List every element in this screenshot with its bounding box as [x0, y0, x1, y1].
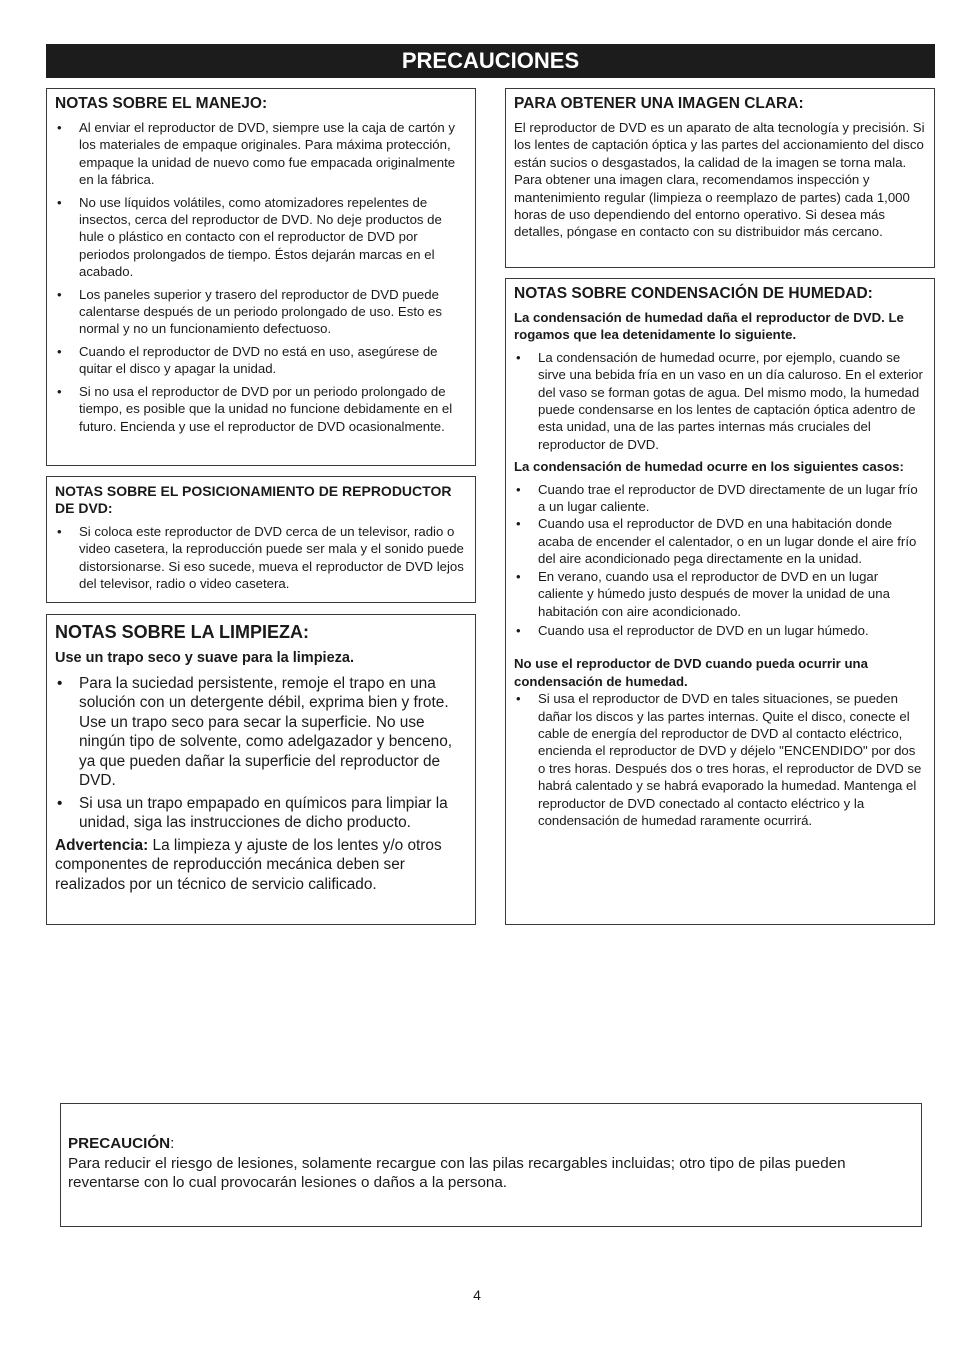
condensation-list-2 — [514, 481, 926, 640]
page-title: PRECAUCIONES — [46, 44, 935, 78]
cleaning-warning — [55, 836, 467, 895]
condensation-list-3 — [514, 690, 926, 829]
list-item: • Si coloca este reproductor de DVD cerca de un televisor, radio o video casetera, la reproducción puede ser mala y el sonido puede distorsionarse. Si eso sucede, mueva el reproductor de DVD lejos del televisor, radio o video casetera. — [55, 523, 467, 593]
condensation-dont-heading: No use el reproductor de DVD cuando pueda ocurrir una condensación de humedad. — [514, 656, 868, 689]
condensation-list-1 — [514, 349, 926, 453]
list-item: • Para la suciedad persistente, remoje el trapo en una solución con un detergente débil, exprima bien y frote. Use un trapo seco para secar la superficie. No use ningún tipo de solvente, como adelgazador y benceno, ya que pueden dañar la superficie del reproductor de DVD. — [55, 674, 467, 791]
clear-image-heading: PARA OBTENER UNA IMAGEN CLARA: — [514, 95, 804, 112]
list-item: • Cuando usa el reproductor de DVD en un lugar húmedo. — [514, 622, 926, 639]
condensation-heading: NOTAS SOBRE CONDENSACIÓN DE HUMEDAD: — [514, 285, 873, 302]
positioning-notes-box — [46, 476, 476, 603]
list-item: • La condensación de humedad ocurre, por ejemplo, cuando se sirve una bebida fría en un vaso en un día caluroso. En el exterior del vaso se forman gotas de agua. Del mismo modo, la humedad puede condensarse en los lentes de captación óptica adentro de esta unidad, una de las partes internas más cruciales del reproductor de DVD. — [514, 349, 926, 453]
list-item: • Si usa un trapo empapado en químicos para limpiar la unidad, siga las instrucciones de dicho producto. — [55, 794, 467, 833]
list-item: • No use líquidos volátiles, como atomizadores repelentes de insectos, cerca del reproductor de DVD. No deje productos de hule o plástico en contacto con el reproductor de DVD por periodos prolongados de tiempo. Éstos dejarán marcas en el acabado. — [55, 194, 467, 281]
list-item: • Si usa el reproductor de DVD en tales situaciones, se pueden dañar los discos y las partes internas. Quite el disco, conecte el cable de energía del reproductor de DVD al contacto eléctrico, encienda el reproductor de DVD y déjelo "ENCENDIDO" por dos o tres horas. Después dos o tres horas, el reproductor de DVD se habrá calentado y se habrá evaporado la humedad. Mantenga el reproductor de DVD conectado al contacto eléctrico y la condensación de humedad raramente ocurrirá. — [514, 690, 926, 829]
warning-label: Advertencia: — [55, 836, 149, 854]
positioning-heading: NOTAS SOBRE EL POSICIONAMIENTO DE REPRODUCTOR DE DVD: — [55, 483, 452, 516]
cleaning-lead: Use un trapo seco y suave para la limpieza. — [55, 650, 354, 666]
page-number: 4 — [473, 1287, 481, 1303]
caution-text: Para reducir el riesgo de lesiones, solamente recargue con las pilas recargables incluidas; otro tipo de pilas pueden reventarse con lo cual provocarán lesiones o daños a la persona. — [68, 1154, 846, 1191]
condensation-cases-heading: La condensación de humedad ocurre en los siguientes casos: — [514, 459, 904, 475]
handling-list — [55, 119, 467, 435]
cleaning-heading: NOTAS SOBRE LA LIMPIEZA: — [55, 622, 309, 642]
caution-box — [60, 1103, 922, 1227]
positioning-list — [55, 523, 467, 593]
handling-notes-box — [46, 88, 476, 466]
condensation-lead: La condensación de humedad daña el reproductor de DVD. Le rogamos que lea detenidamente lo siguiente. — [514, 310, 904, 343]
list-item: • En verano, cuando usa el reproductor de DVD en un lugar caliente y húmedo justo después de mover la unidad de una habitación con aire acondicionado. — [514, 568, 926, 620]
cleaning-notes-box — [46, 614, 476, 925]
clear-image-box — [505, 88, 935, 268]
list-item: • Cuando trae el reproductor de DVD directamente de un lugar frío a un lugar caliente. — [514, 481, 926, 516]
caution-colon: : — [170, 1135, 175, 1152]
list-item: • Los paneles superior y trasero del reproductor de DVD puede calentarse después de un periodo prolongado de uso. Esto es normal y no un funcionamiento defectuoso. — [55, 286, 467, 338]
warning-text: La limpieza y ajuste de los lentes y/o otros componentes de reproducción mecánica deben ser realizados por un técnico de servicio calificado. — [55, 836, 442, 893]
condensation-box — [505, 278, 935, 925]
cleaning-list — [55, 674, 467, 833]
caution-title — [68, 1134, 913, 1154]
list-item: • Si no usa el reproductor de DVD por un periodo prolongado de tiempo, es posible que la unidad no funcione debidamente en el futuro. Encienda y use el reproductor de DVD ocasionalmente. — [55, 383, 467, 435]
caution-label: PRECAUCIÓN — [68, 1135, 171, 1152]
list-item: • Cuando el reproductor de DVD no está en uso, asegúrese de quitar el disco y apagar la unidad. — [55, 343, 467, 378]
list-item: • Cuando usa el reproductor de DVD en una habitación donde acaba de encender el calentador, o en un lugar donde el aire frío del aire acondicionado pega directamente en la unidad. — [514, 515, 926, 567]
clear-image-text: El reproductor de DVD es un aparato de alta tecnología y precisión. Si los lentes de captación óptica y las partes del accionamiento del disco están sucios o desgastados, la calidad de la imagen se torna mala. Para obtener una imagen clara, recomendamos inspección y mantenimiento regular (limpieza o reemplazo de partes) cada 1,000 horas de uso dependiendo del entorno operativo. Si desea más detalles, póngase en contacto con su distribuidor más cercano. — [514, 120, 925, 240]
list-item: • Al enviar el reproductor de DVD, siempre use la caja de cartón y los materiales de empaque originales. Para máxima protección, empaque la unidad de nuevo como fue empacada originalmente en la fábrica. — [55, 119, 467, 189]
handling-heading: NOTAS SOBRE EL MANEJO: — [55, 95, 268, 112]
